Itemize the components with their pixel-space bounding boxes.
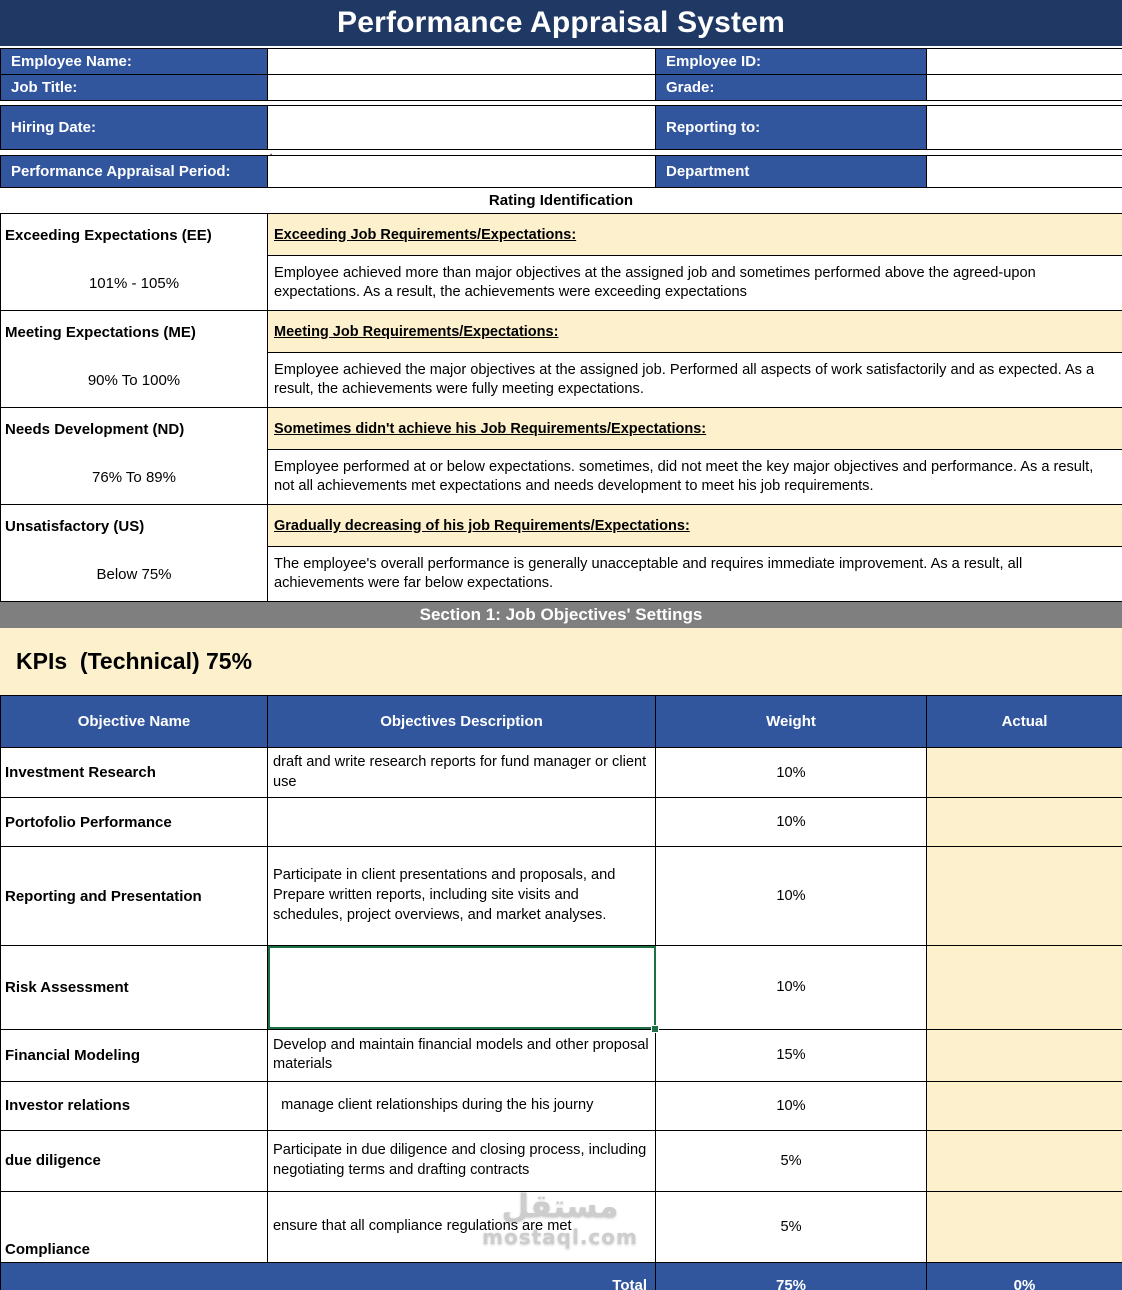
column-header-actual: Actual: [927, 696, 1122, 748]
objective-name-cell: Risk Assessment: [1, 946, 268, 1030]
table-row: [1, 408, 1122, 450]
table-row: [1, 1029, 1122, 1081]
objective-description-cell: Participate in client presentations and proposals, and Prepare written reports, including site visits and schedules, project overviews, and market analyses.: [268, 847, 656, 946]
column-header-objective-name: Objective Name: [1, 696, 268, 748]
rating-description-cell: The employee's overall performance is generally unacceptable and requires immediate improvement. As a result, all achievements were far below expectations.: [268, 547, 1122, 602]
weight-cell: 10%: [656, 946, 927, 1030]
kpi-title: KPIs (Technical) 75%: [0, 628, 1122, 695]
actual-input-cell[interactable]: [927, 798, 1122, 847]
objective-name-cell: Financial Modeling: [1, 1029, 268, 1081]
rating-name: Exceeding Expectations (EE): [5, 226, 212, 244]
rating-header-text: Gradually decreasing of his job Requirements/Expectations:: [274, 517, 690, 534]
objective-description-cell: manage client relationships during the his journy: [268, 1081, 656, 1130]
table-row: [1, 505, 1122, 547]
reporting-to-label: Reporting to:: [656, 106, 927, 150]
hiring-date-input[interactable]: [268, 106, 656, 150]
objective-name-cell: Compliance: [1, 1191, 268, 1262]
rating-name: Meeting Expectations (ME): [5, 323, 196, 341]
table-row: [1, 75, 1122, 101]
total-row: [1, 1262, 1122, 1290]
objective-name-cell: Investment Research: [1, 748, 268, 798]
weight-cell: 15%: [656, 1029, 927, 1081]
actual-input-cell[interactable]: [927, 1081, 1122, 1130]
employee-name-label: Employee Name:: [1, 49, 268, 75]
objective-name-cell: Reporting and Presentation: [1, 847, 268, 946]
table-row: [1, 106, 1122, 150]
objective-description-cell: [268, 798, 656, 847]
employee-id-input[interactable]: [927, 49, 1122, 75]
rating-range: Below 75%: [96, 565, 172, 583]
objective-description-cell: draft and write research reports for fund manager or client use: [268, 748, 656, 798]
rating-header-text: Sometimes didn't achieve his Job Requirements/Expectations:: [274, 420, 707, 437]
reporting-to-input[interactable]: [927, 106, 1122, 150]
watermark-arabic-text: مستقل: [501, 1187, 619, 1225]
column-header-weight: Weight: [656, 696, 927, 748]
rating-name: Unsatisfactory (US): [5, 517, 145, 535]
rating-description-cell: Employee achieved more than major objectives at the assigned job and sometimes performed above the agreed-upon expectations. As a result, the achievements were exceeding expectations: [268, 256, 1122, 311]
weight-cell: 5%: [656, 1191, 927, 1262]
rating-header-cell: [268, 214, 1122, 256]
job-title-label: Job Title:: [1, 75, 268, 101]
rating-header-cell: [268, 311, 1122, 353]
objective-name-cell: Investor relations: [1, 1081, 268, 1130]
weight-cell: 10%: [656, 1081, 927, 1130]
rating-name-cell: [1, 408, 268, 505]
total-actual: 0%: [927, 1262, 1122, 1290]
table-row: [1, 748, 1122, 798]
rating-header-text: Meeting Job Requirements/Expectations:: [274, 323, 559, 340]
actual-input-cell[interactable]: [927, 1029, 1122, 1081]
table-row: [1, 1081, 1122, 1130]
rating-description-cell: Employee performed at or below expectations. sometimes, did not meet the key major objectives and performance. As a result, not all achievements met expectations and needs development to meet his job requirements.: [268, 450, 1122, 505]
objective-description-cell: ensure that all compliance regulations are met: [268, 1191, 656, 1262]
header-row: [1, 696, 1122, 748]
rating-range: 90% To 100%: [87, 371, 181, 389]
table-row: [1, 156, 1122, 188]
table-row: [1, 946, 1122, 1030]
total-label: Total: [1, 1262, 656, 1290]
weight-cell: 10%: [656, 748, 927, 798]
weight-cell: 10%: [656, 798, 927, 847]
appraisal-period-input[interactable]: [268, 156, 656, 188]
rating-name-cell: [1, 505, 268, 602]
watermark-site-text: mostaql.com: [482, 1224, 638, 1249]
table-row: [1, 49, 1122, 75]
weight-cell: 10%: [656, 847, 927, 946]
objective-name-cell: due diligence: [1, 1130, 268, 1191]
section1-heading: Section 1: Job Objectives' Settings: [0, 602, 1122, 628]
hiring-date-label: Hiring Date:: [1, 106, 268, 150]
objective-description-cell: Develop and maintain financial models and other proposal materials: [268, 1029, 656, 1081]
rating-identification-heading: Rating Identification: [488, 192, 634, 209]
objectives-table: [0, 695, 1122, 1290]
grade-input[interactable]: [927, 75, 1122, 101]
column-header-objectives-description: Objectives Description: [268, 696, 656, 748]
actual-input-cell[interactable]: [927, 946, 1122, 1030]
rating-name-cell: [1, 214, 268, 311]
objective-description-cell: Participate in due diligence and closing process, including negotiating terms and drafting contracts: [268, 1130, 656, 1191]
stray-period-text: .: [269, 149, 273, 156]
selected-cell[interactable]: [268, 946, 656, 1030]
table-row: [1, 1130, 1122, 1191]
actual-input-cell[interactable]: [927, 847, 1122, 946]
employee-name-input[interactable]: [268, 49, 656, 75]
employee-info-form: [0, 48, 1122, 188]
actual-input-cell[interactable]: [927, 1130, 1122, 1191]
rating-range: 101% - 105%: [88, 274, 180, 292]
actual-input-cell[interactable]: [927, 1191, 1122, 1262]
weight-cell: 5%: [656, 1130, 927, 1191]
rating-header-cell: [268, 408, 1122, 450]
selection-fill-handle[interactable]: [651, 1025, 659, 1033]
page-title: Performance Appraisal System: [0, 0, 1122, 46]
actual-input-cell[interactable]: [927, 748, 1122, 798]
objective-name-cell: Portofolio Performance: [1, 798, 268, 847]
appraisal-period-label: Performance Appraisal Period:: [1, 156, 268, 188]
table-row: [1, 311, 1122, 353]
rating-table: [0, 213, 1122, 602]
total-weight: 75%: [656, 1262, 927, 1290]
rating-description-cell: Employee achieved the major objectives at the assigned job. Performed all aspects of work satisfactorily and as expected. As a result, the achievements were fully meeting expectations.: [268, 353, 1122, 408]
table-row: [1, 847, 1122, 946]
table-row: [1, 1191, 1122, 1262]
table-row: [1, 798, 1122, 847]
grade-label: Grade:: [656, 75, 927, 101]
employee-id-label: Employee ID:: [656, 49, 927, 75]
rating-header-text: Exceeding Job Requirements/Expectations:: [274, 226, 577, 243]
department-input[interactable]: [927, 156, 1122, 188]
rating-header-cell: [268, 505, 1122, 547]
rating-name-cell: [1, 311, 268, 408]
rating-range: 76% To 89%: [92, 468, 176, 486]
job-title-input[interactable]: [268, 75, 656, 101]
rating-name: Needs Development (ND): [5, 420, 185, 438]
table-row: [1, 214, 1122, 256]
department-label: Department: [656, 156, 927, 188]
